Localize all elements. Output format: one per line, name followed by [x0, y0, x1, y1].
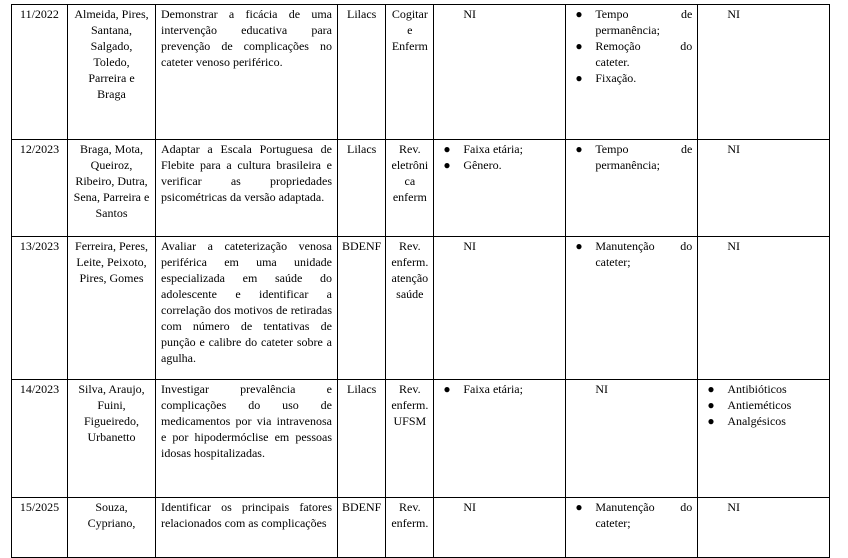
reference-cell — [12, 5, 68, 140]
table-row — [12, 380, 830, 498]
list-item-text: Faixa etária; — [463, 142, 523, 156]
periodical-cell — [386, 5, 434, 140]
periodical-cell — [386, 380, 434, 498]
list-item — [571, 141, 692, 173]
reference-cell — [12, 237, 68, 380]
variables-list — [571, 141, 692, 173]
database-cell — [338, 380, 386, 498]
objective-cell — [156, 380, 338, 498]
database-text: BDENF — [342, 500, 382, 514]
authors-cell — [68, 237, 156, 380]
variables-cell-1 — [434, 498, 566, 558]
review-table-body — [12, 5, 830, 558]
database-text: Lilacs — [347, 142, 377, 156]
list-item-text: Manutenção do cateter; — [595, 500, 693, 530]
authors-cell — [68, 140, 156, 237]
database-text: Lilacs — [347, 7, 377, 21]
variables-cell-3 — [698, 140, 830, 237]
reference-text: 15/2025 — [19, 500, 60, 514]
authors-text: Souza, Cypriano, — [87, 500, 136, 530]
list-item — [439, 157, 560, 173]
database-cell — [338, 5, 386, 140]
list-item-text: Tempo de permanência; — [595, 7, 693, 37]
not-informed-text: NI — [727, 500, 740, 514]
variables-cell-2 — [566, 140, 698, 237]
reference-text: 11/2022 — [20, 7, 59, 21]
list-item-text: Remoção do cateter. — [595, 39, 693, 69]
variables-cell-1 — [434, 5, 566, 140]
authors-cell — [68, 5, 156, 140]
variables-list — [439, 141, 560, 173]
not-informed-text: NI — [463, 239, 476, 253]
objective-text: Demonstrar a ficácia de uma intervenção educativa para prevenção de complicações no cateter venoso periférico. — [161, 7, 332, 69]
list-item-text: Tempo de permanência; — [595, 142, 693, 172]
variables-list — [439, 381, 560, 397]
periodical-cell — [386, 498, 434, 558]
bullet-icon: ● — [443, 142, 451, 156]
bullet-icon: ● — [443, 158, 451, 172]
table-row — [12, 498, 830, 558]
database-text: Lilacs — [347, 382, 377, 396]
periodical-cell — [386, 237, 434, 380]
variables-cell-1 — [434, 140, 566, 237]
periodical-text: Rev. enferm. atenção saúde — [391, 239, 429, 301]
variables-cell-2 — [566, 498, 698, 558]
list-item-text: Antibióticos — [727, 382, 787, 396]
not-informed-text: NI — [463, 500, 476, 514]
list-item — [703, 397, 824, 413]
not-informed-text: NI — [727, 142, 740, 156]
table-row — [12, 5, 830, 140]
variables-list — [571, 499, 692, 531]
bullet-icon: ● — [575, 39, 583, 53]
database-cell — [338, 140, 386, 237]
bullet-icon: ● — [575, 239, 583, 253]
variables-cell-1 — [434, 380, 566, 498]
authors-text: Almeida, Pires, Santana, Salgado, Toledo, Parreira e Braga — [74, 7, 149, 101]
objective-cell — [156, 5, 338, 140]
bullet-icon: ● — [707, 414, 715, 428]
objective-cell — [156, 140, 338, 237]
reference-text: 14/2023 — [19, 382, 60, 396]
list-item — [439, 141, 560, 157]
bullet-icon: ● — [707, 382, 715, 396]
list-item-text: Analgésicos — [727, 414, 786, 428]
list-item — [571, 238, 692, 270]
list-item-text: Fixação. — [595, 71, 637, 85]
list-item — [703, 381, 824, 397]
periodical-cell — [386, 140, 434, 237]
variables-cell-2 — [566, 380, 698, 498]
list-item — [439, 381, 560, 397]
reference-cell — [12, 498, 68, 558]
objective-cell — [156, 498, 338, 558]
database-cell — [338, 498, 386, 558]
list-item-text: Gênero. — [463, 158, 502, 172]
bullet-icon: ● — [575, 500, 583, 514]
authors-text: Braga, Mota, Queiroz, Ribeiro, Dutra, Sena, Parreira e Santos — [73, 142, 150, 220]
variables-cell-1 — [434, 237, 566, 380]
variables-list — [703, 381, 824, 429]
reference-text: 12/2023 — [19, 142, 60, 156]
periodical-text: Rev. enferm. — [391, 500, 429, 530]
objective-text: Adaptar a Escala Portuguesa de Flebite para a cultura brasileira e verificar as propriedades psicométricas da versão adaptada. — [161, 142, 332, 204]
bullet-icon: ● — [575, 71, 583, 85]
variables-cell-3 — [698, 5, 830, 140]
periodical-text: Cogitar e Enferm — [391, 7, 428, 53]
periodical-text: Rev. eletrôni ca enferm — [391, 142, 429, 204]
list-item — [571, 70, 692, 86]
not-informed-text: NI — [727, 239, 740, 253]
variables-cell-2 — [566, 5, 698, 140]
list-item — [571, 6, 692, 38]
authors-text: Ferreira, Peres, Leite, Peixoto, Pires, Gomes — [75, 239, 148, 285]
table-row — [12, 237, 830, 380]
table-row — [12, 140, 830, 237]
list-item-text: Antieméticos — [727, 398, 792, 412]
authors-cell — [68, 498, 156, 558]
objective-text: Investigar prevalência e complicações do uso de medicamentos por via intravenosa e por hipodermóclise em pessoas idosas hospitalizadas. — [161, 382, 332, 460]
not-informed-text: NI — [727, 7, 740, 21]
database-cell — [338, 237, 386, 380]
list-item-text: Faixa etária; — [463, 382, 523, 396]
variables-cell-3 — [698, 380, 830, 498]
bullet-icon: ● — [707, 398, 715, 412]
review-table — [11, 4, 830, 558]
reference-cell — [12, 380, 68, 498]
not-informed-text: NI — [595, 382, 608, 396]
list-item-text: Manutenção do cateter; — [595, 239, 693, 269]
list-item — [703, 413, 824, 429]
bullet-icon: ● — [443, 382, 451, 396]
list-item — [571, 38, 692, 70]
periodical-text: Rev. enferm. UFSM — [391, 382, 429, 428]
objective-text: Avaliar a cateterização venosa periférica em uma unidade especializada em saúde do adolescente e identificar a correlação dos motivos de retiradas com número de tentativas de punção e calibre do cateter sobre a agulha. — [161, 239, 332, 365]
reference-cell — [12, 140, 68, 237]
bullet-icon: ● — [575, 7, 583, 21]
variables-cell-2 — [566, 237, 698, 380]
database-text: BDENF — [342, 239, 382, 253]
variables-list — [571, 238, 692, 270]
objective-text: Identificar os principais fatores relacionados com as complicações — [161, 500, 332, 530]
variables-cell-3 — [698, 498, 830, 558]
authors-text: Silva, Araujo, Fuini, Figueiredo, Urbanetto — [78, 382, 145, 444]
bullet-icon: ● — [575, 142, 583, 156]
objective-cell — [156, 237, 338, 380]
reference-text: 13/2023 — [19, 239, 60, 253]
list-item — [571, 499, 692, 531]
variables-cell-3 — [698, 237, 830, 380]
authors-cell — [68, 380, 156, 498]
not-informed-text: NI — [463, 7, 476, 21]
variables-list — [571, 6, 692, 86]
